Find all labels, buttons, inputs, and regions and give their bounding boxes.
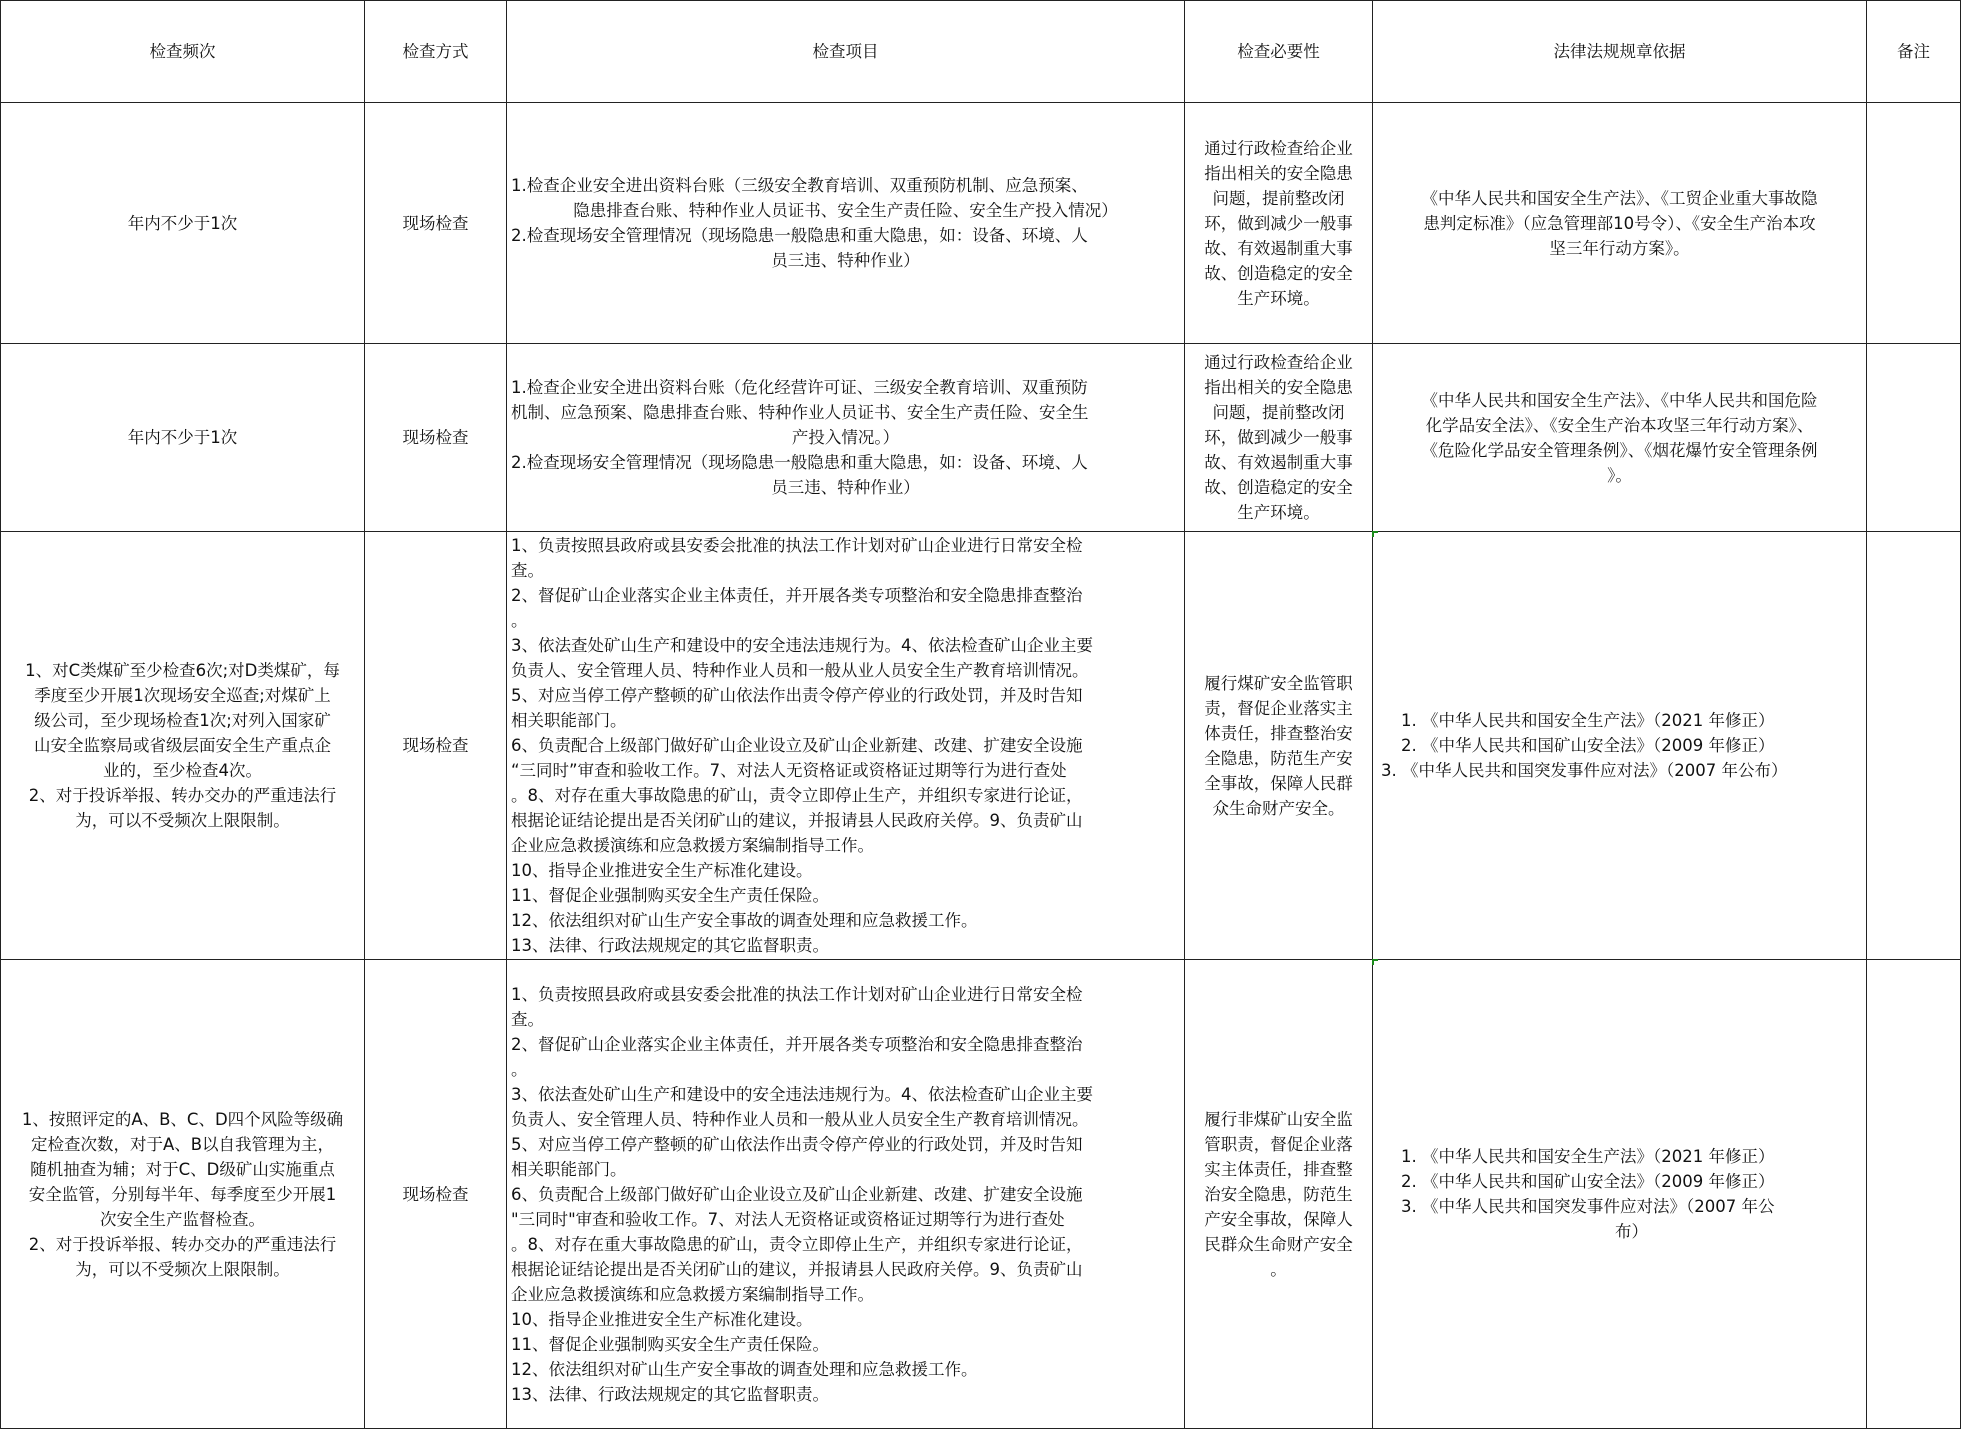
items-line: 。 [511, 611, 528, 630]
cell-items [507, 960, 1185, 1429]
cell-remarks [1867, 103, 1961, 344]
cell-frequency [1, 960, 365, 1429]
necessity-line: 故、创造稳定的安全 [1204, 478, 1353, 497]
items-line: 企业应急救援演练和应急救援方案编制指导工作。 [511, 1284, 874, 1304]
items-line: 。 [511, 1059, 528, 1079]
necessity-line: 履行非煤矿山安全监 [1204, 1109, 1353, 1129]
cell-necessity [1185, 344, 1373, 532]
basis-line: 化学品安全法》、《安全生产治本攻坚三年行动方案》、 [1425, 415, 1814, 435]
items-line: 6、负责配合上级部门做好矿山企业设立及矿山企业新建、改建、扩建安全设施 [511, 1184, 1083, 1204]
basis-line: 《危险化学品安全管理条例》、《烟花爆竹安全管理条例 [1421, 440, 1818, 460]
basis-line: 《中华人民共和国安全生产法》、《工贸企业重大事故隐 [1421, 188, 1818, 208]
items-line: 企业应急救援演练和应急救援方案编制指导工作。 [511, 836, 874, 855]
table-row [1, 960, 1961, 1429]
header-basis: 法律法规规章依据 [1373, 1, 1867, 103]
frequency-line: 1、按照评定的A、B、C、D四个风险等级确 [21, 1109, 344, 1129]
items-line: 1、负责按照县政府或县安委会批准的执法工作计划对矿山企业进行日常安全检 [511, 536, 1083, 555]
necessity-line: 治安全隐患，防范生 [1204, 1184, 1353, 1204]
items-line: 10、指导企业推进安全生产标准化建设。 [511, 861, 813, 880]
frequency-line: 次安全生产监督检查。 [100, 1209, 265, 1229]
header-items: 检查项目 [507, 1, 1185, 103]
items-line: 10、指导企业推进安全生产标准化建设。 [511, 1309, 813, 1329]
necessity-line: 众生命财产安全。 [1212, 798, 1345, 818]
necessity-line: 通过行政检查给企业 [1204, 138, 1353, 158]
cell-necessity [1185, 532, 1373, 960]
items-line: 根据论证结论提出是否关闭矿山的建议，并报请县人民政府关停。9、负责矿山 [511, 1259, 1083, 1279]
items-line: 2.检查现场安全管理情况（现场隐患一般隐患和重大隐患，如：设备、环境、人 [511, 226, 1088, 245]
items-line: 12、依法组织对矿山生产安全事故的调查处理和应急救援工作。 [511, 911, 978, 930]
basis-line: 2. 《中华人民共和国矿山安全法》（2009 年修正） [1401, 736, 1775, 755]
necessity-line: 民群众生命财产安全 [1204, 1234, 1353, 1254]
cell-items [507, 344, 1185, 532]
necessity-line: 全隐患，防范生产安 [1204, 748, 1353, 768]
cell-method: 现场检查 [365, 532, 507, 960]
items-line: 相关职能部门。 [511, 1159, 627, 1179]
necessity-line: 责，督促企业落实主 [1204, 698, 1353, 718]
cell-basis [1373, 532, 1867, 960]
basis-line: 患判定标准》（应急管理部10号令）、《安全生产治本攻 [1423, 213, 1816, 233]
items-line: 12、依法组织对矿山生产安全事故的调查处理和应急救援工作。 [511, 1359, 978, 1379]
frequency-line: 2、对于投诉举报、转办交办的严重违法行 [28, 1234, 337, 1254]
basis-line: 1. 《中华人民共和国安全生产法》（2021 年修正） [1401, 711, 1775, 730]
header-necessity: 检查必要性 [1185, 1, 1373, 103]
necessity-line: 管职责，督促企业落 [1204, 1134, 1353, 1154]
items-line: 2.检查现场安全管理情况（现场隐患一般隐患和重大隐患，如：设备、环境、人 [511, 453, 1088, 472]
items-line: “三同时”审查和验收工作。7、对法人无资格证或资格证过期等行为进行查处 [511, 761, 1067, 780]
frequency-line: 级公司，至少现场检查1次;对列入国家矿 [34, 711, 331, 730]
necessity-line: 环，做到减少一般事 [1204, 428, 1353, 447]
frequency-line: 1、对C类煤矿至少检查6次;对D类煤矿，每 [25, 661, 340, 680]
items-line: 查。 [511, 561, 544, 580]
cell-items [507, 532, 1185, 960]
basis-line: 3. 《中华人民共和国突发事件应对法》（2007 年公布） [1381, 761, 1788, 780]
frequency-line: 山安全监察局或省级层面安全生产重点企 [34, 736, 331, 755]
necessity-line: 指出相关的安全隐患 [1204, 378, 1353, 397]
necessity-line: 实主体责任，排查整 [1204, 1159, 1353, 1179]
cell-method: 现场检查 [365, 960, 507, 1429]
items-line: 相关职能部门。 [511, 711, 627, 730]
frequency-line: 2、对于投诉举报、转办交办的严重违法行 [28, 786, 337, 805]
basis-line: 3. 《中华人民共和国突发事件应对法》（2007 年公 [1401, 1197, 1775, 1216]
frequency-line: 定检查次数，对于A、B以自我管理为主， [30, 1134, 335, 1154]
basis-line: 布） [1615, 1222, 1648, 1241]
necessity-line: 故、有效遏制重大事 [1204, 238, 1353, 258]
items-line: 查。 [511, 1009, 544, 1029]
items-line: "三同时"审查和验收工作。7、对法人无资格证或资格证过期等行为进行查处 [511, 1209, 1065, 1229]
items-line: 机制、应急预案、隐患排查台账、特种作业人员证书、安全生产责任险、安全生 [511, 403, 1089, 422]
necessity-line: 生产环境。 [1237, 503, 1320, 522]
basis-line: 2. 《中华人民共和国矿山安全法》（2009 年修正） [1401, 1172, 1775, 1191]
items-line: 2、督促矿山企业落实企业主体责任，并开展各类专项整治和安全隐患排查整治 [511, 1034, 1083, 1054]
frequency-line: 随机抽查为辅；对于C、D级矿山实施重点 [30, 1159, 335, 1179]
header-frequency: 检查频次 [1, 1, 365, 103]
cell-items [507, 103, 1185, 344]
cell-basis [1373, 103, 1867, 344]
cell-necessity [1185, 103, 1373, 344]
necessity-line: 。 [1270, 1259, 1287, 1279]
items-line: 根据论证结论提出是否关闭矿山的建议，并报请县人民政府关停。9、负责矿山 [511, 811, 1083, 830]
cell-remarks [1867, 960, 1961, 1429]
basis-line: 《中华人民共和国安全生产法》、《中华人民共和国危险 [1421, 390, 1818, 410]
items-line: 11、督促企业强制购买安全生产责任保险。 [511, 1334, 829, 1354]
items-line: 2、督促矿山企业落实企业主体责任，并开展各类专项整治和安全隐患排查整治 [511, 586, 1083, 605]
items-line: 1、负责按照县政府或县安委会批准的执法工作计划对矿山企业进行日常安全检 [511, 984, 1083, 1004]
necessity-line: 环，做到减少一般事 [1204, 213, 1353, 233]
items-line: 1.检查企业安全进出资料台账（危化经营许可证、三级安全教育培训、双重预防 [511, 378, 1088, 397]
basis-line: 坚三年行动方案》。 [1549, 238, 1690, 258]
necessity-line: 问题，提前整改闭 [1212, 403, 1345, 422]
cell-frequency [1, 103, 365, 344]
necessity-line: 指出相关的安全隐患 [1204, 163, 1353, 183]
cell-basis [1373, 344, 1867, 532]
cell-necessity [1185, 960, 1373, 1429]
header-method: 检查方式 [365, 1, 507, 103]
items-line: 6、负责配合上级部门做好矿山企业设立及矿山企业新建、改建、扩建安全设施 [511, 736, 1083, 755]
cell-remarks [1867, 344, 1961, 532]
necessity-line: 生产环境。 [1237, 288, 1320, 308]
items-line: 1.检查企业安全进出资料台账（三级安全教育培训、双重预防机制、应急预案、 [511, 176, 1088, 195]
items-line: 5、对应当停工停产整顿的矿山依法作出责令停产停业的行政处罚，并及时告知 [511, 686, 1083, 705]
necessity-line: 故、有效遏制重大事 [1204, 453, 1353, 472]
necessity-line: 全事故，保障人民群 [1204, 773, 1353, 793]
items-line: 产投入情况。） [791, 428, 900, 447]
header-row [1, 1, 1961, 103]
table-row [1, 344, 1961, 532]
items-line: 负责人、安全管理人员、特种作业人员和一般从业人员安全生产教育培训情况。 [511, 1109, 1089, 1129]
frequency-line: 年内不少于1次 [127, 428, 238, 447]
items-line: 员三违、特种作业） [771, 251, 920, 270]
frequency-line: 季度至少开展1次现场安全巡查;对煤矿上 [34, 686, 331, 705]
cell-remarks [1867, 532, 1961, 960]
items-line: 11、督促企业强制购买安全生产责任保险。 [511, 886, 829, 905]
cell-frequency [1, 532, 365, 960]
cell-method: 现场检查 [365, 103, 507, 344]
necessity-line: 履行煤矿安全监管职 [1204, 673, 1353, 693]
frequency-line: 安全监管，分别每半年、每季度至少开展1 [28, 1184, 337, 1204]
items-line: 3、依法查处矿山生产和建设中的安全违法违规行为。4、依法检查矿山企业主要 [511, 1084, 1093, 1104]
items-line: 。8、对存在重大事故隐患的矿山，责令立即停止生产，并组织专家进行论证， [511, 786, 1083, 805]
basis-line: 》。 [1607, 465, 1632, 485]
header-remarks: 备注 [1867, 1, 1961, 103]
frequency-line: 为，可以不受频次上限限制。 [75, 811, 290, 830]
cell-method: 现场检查 [365, 344, 507, 532]
frequency-line: 年内不少于1次 [127, 213, 238, 233]
items-line: 5、对应当停工停产整顿的矿山依法作出责令停产停业的行政处罚，并及时告知 [511, 1134, 1083, 1154]
basis-line: 1. 《中华人民共和国安全生产法》（2021 年修正） [1401, 1147, 1775, 1166]
items-line: 13、法律、行政法规规定的其它监督职责。 [511, 936, 829, 955]
items-line: 3、依法查处矿山生产和建设中的安全违法违规行为。4、依法检查矿山企业主要 [511, 636, 1093, 655]
necessity-line: 问题，提前整改闭 [1212, 188, 1345, 208]
table-row [1, 103, 1961, 344]
frequency-line: 业的，至少检查4次。 [103, 761, 262, 780]
items-line: 员三违、特种作业） [771, 478, 920, 497]
necessity-line: 故、创造稳定的安全 [1204, 263, 1353, 283]
necessity-line: 通过行政检查给企业 [1204, 353, 1353, 372]
items-line: 负责人、安全管理人员、特种作业人员和一般从业人员安全生产教育培训情况。 [511, 661, 1089, 680]
items-line: 隐患排查台账、特种作业人员证书、安全生产责任险、安全生产投入情况） [573, 201, 1118, 220]
frequency-line: 为，可以不受频次上限限制。 [75, 1259, 290, 1279]
necessity-line: 体责任，排查整治安 [1204, 723, 1353, 743]
cell-frequency [1, 344, 365, 532]
table-row [1, 532, 1961, 960]
necessity-line: 产安全事故，保障人 [1204, 1209, 1353, 1229]
cell-basis [1373, 960, 1867, 1429]
items-line: 。8、对存在重大事故隐患的矿山，责令立即停止生产，并组织专家进行论证， [511, 1234, 1083, 1254]
items-line: 13、法律、行政法规规定的其它监督职责。 [511, 1384, 829, 1404]
